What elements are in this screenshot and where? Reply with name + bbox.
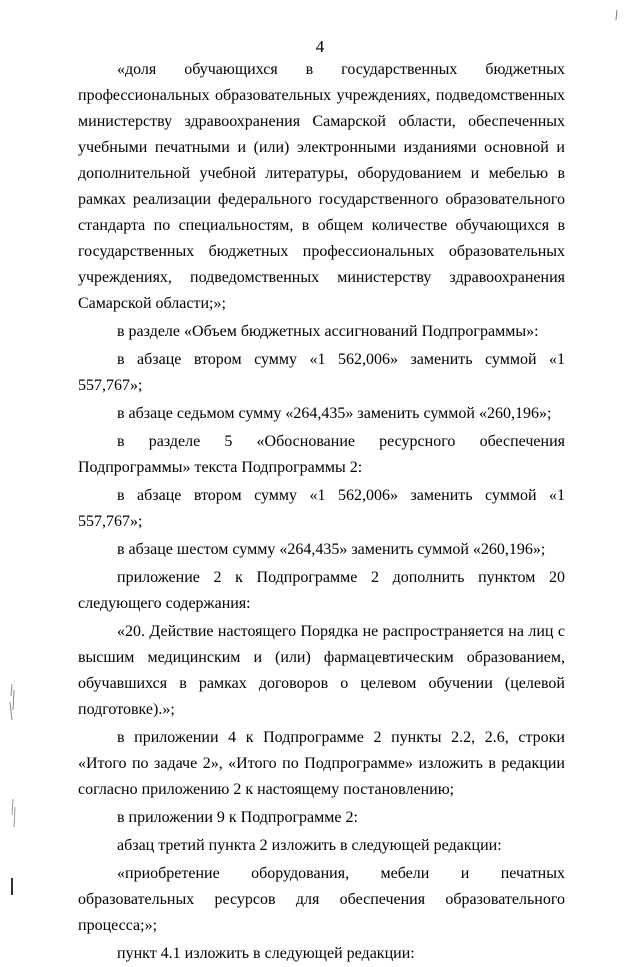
paragraph-appendix-9: в приложении 9 к Подпрограмме 2: [117,809,358,826]
paragraph-section-5: в разделе 5 «Обоснование ресурсного обеспечения Подпрограммы» текста Подпрограммы 2: [78,433,565,476]
page-number: 4 [315,37,325,56]
paragraph-point-20-text: «20. Действие настоящего Порядка не распространяется на лиц с высшим медицинским и (или) фармацевтическим образованием, обучавшихся в рамках договоров о целевом обучении (целевой подготовке).»; [78,623,565,718]
scan-artifact-mark [612,8,622,24]
paragraph-appendix-2-point-20: приложение 2 к Подпрограмме 2 дополнить пунктом 20 следующего содержания: [78,569,565,612]
paragraph-quote-share-of-students: «доля обучающихся в государственных бюджетных профессиональных образовательных учреждениях, подведомственных министерству здравоохранения Самарской области, обеспеченных учебными печатными и (или) электронными изданиями основной и дополнительной учебной литературы, оборудованием и мебелью в рамках реализации федерального государственного образовательного стандарта по специальностям, в общем количестве обучающихся в государственных бюджетных профессиональных образовательных учреждениях, подведомственных министерству здравоохранения Самарской области;»; [78,61,565,312]
paragraph-sixth-abzac-sum: в абзаце шестом сумму «264,435» заменить суммой «260,196»; [117,541,546,558]
paragraph-equipment-quote: «приобретение оборудования, мебели и печатных образовательных ресурсов для обеспечения образовательного процесса;»; [78,865,565,934]
paragraph-point-4-1: пункт 4.1 изложить в следующей редакции: [117,945,415,962]
paragraph-appendix-4: в приложении 4 к Подпрограмме 2 пункты 2.2, 2.6, строки «Итого по задаче 2», «Итого по Подпрограмме» изложить в редакции согласно приложению 2 к настоящему постановлению; [78,729,565,798]
document-body [78,57,565,967]
scan-artifact-mark [0,680,28,730]
paragraph-seventh-abzac-sum: в абзаце седьмом сумму «264,435» заменить суммой «260,196»; [117,405,552,422]
paragraph-abzac-third-point-2: абзац третий пункта 2 изложить в следующей редакции: [117,837,502,854]
scan-artifact-mark [0,795,28,835]
paragraph-section-budget: в разделе «Объем бюджетных ассигнований Подпрограммы»: [117,323,539,340]
paragraph-second-abzac-sum-2: в абзаце втором сумму «1 562,006» заменить суммой «1 557,767»; [78,487,565,530]
scan-artifact-mark [0,875,28,900]
paragraph-second-abzac-sum: в абзаце втором сумму «1 562,006» заменить суммой «1 557,767»; [78,351,565,394]
